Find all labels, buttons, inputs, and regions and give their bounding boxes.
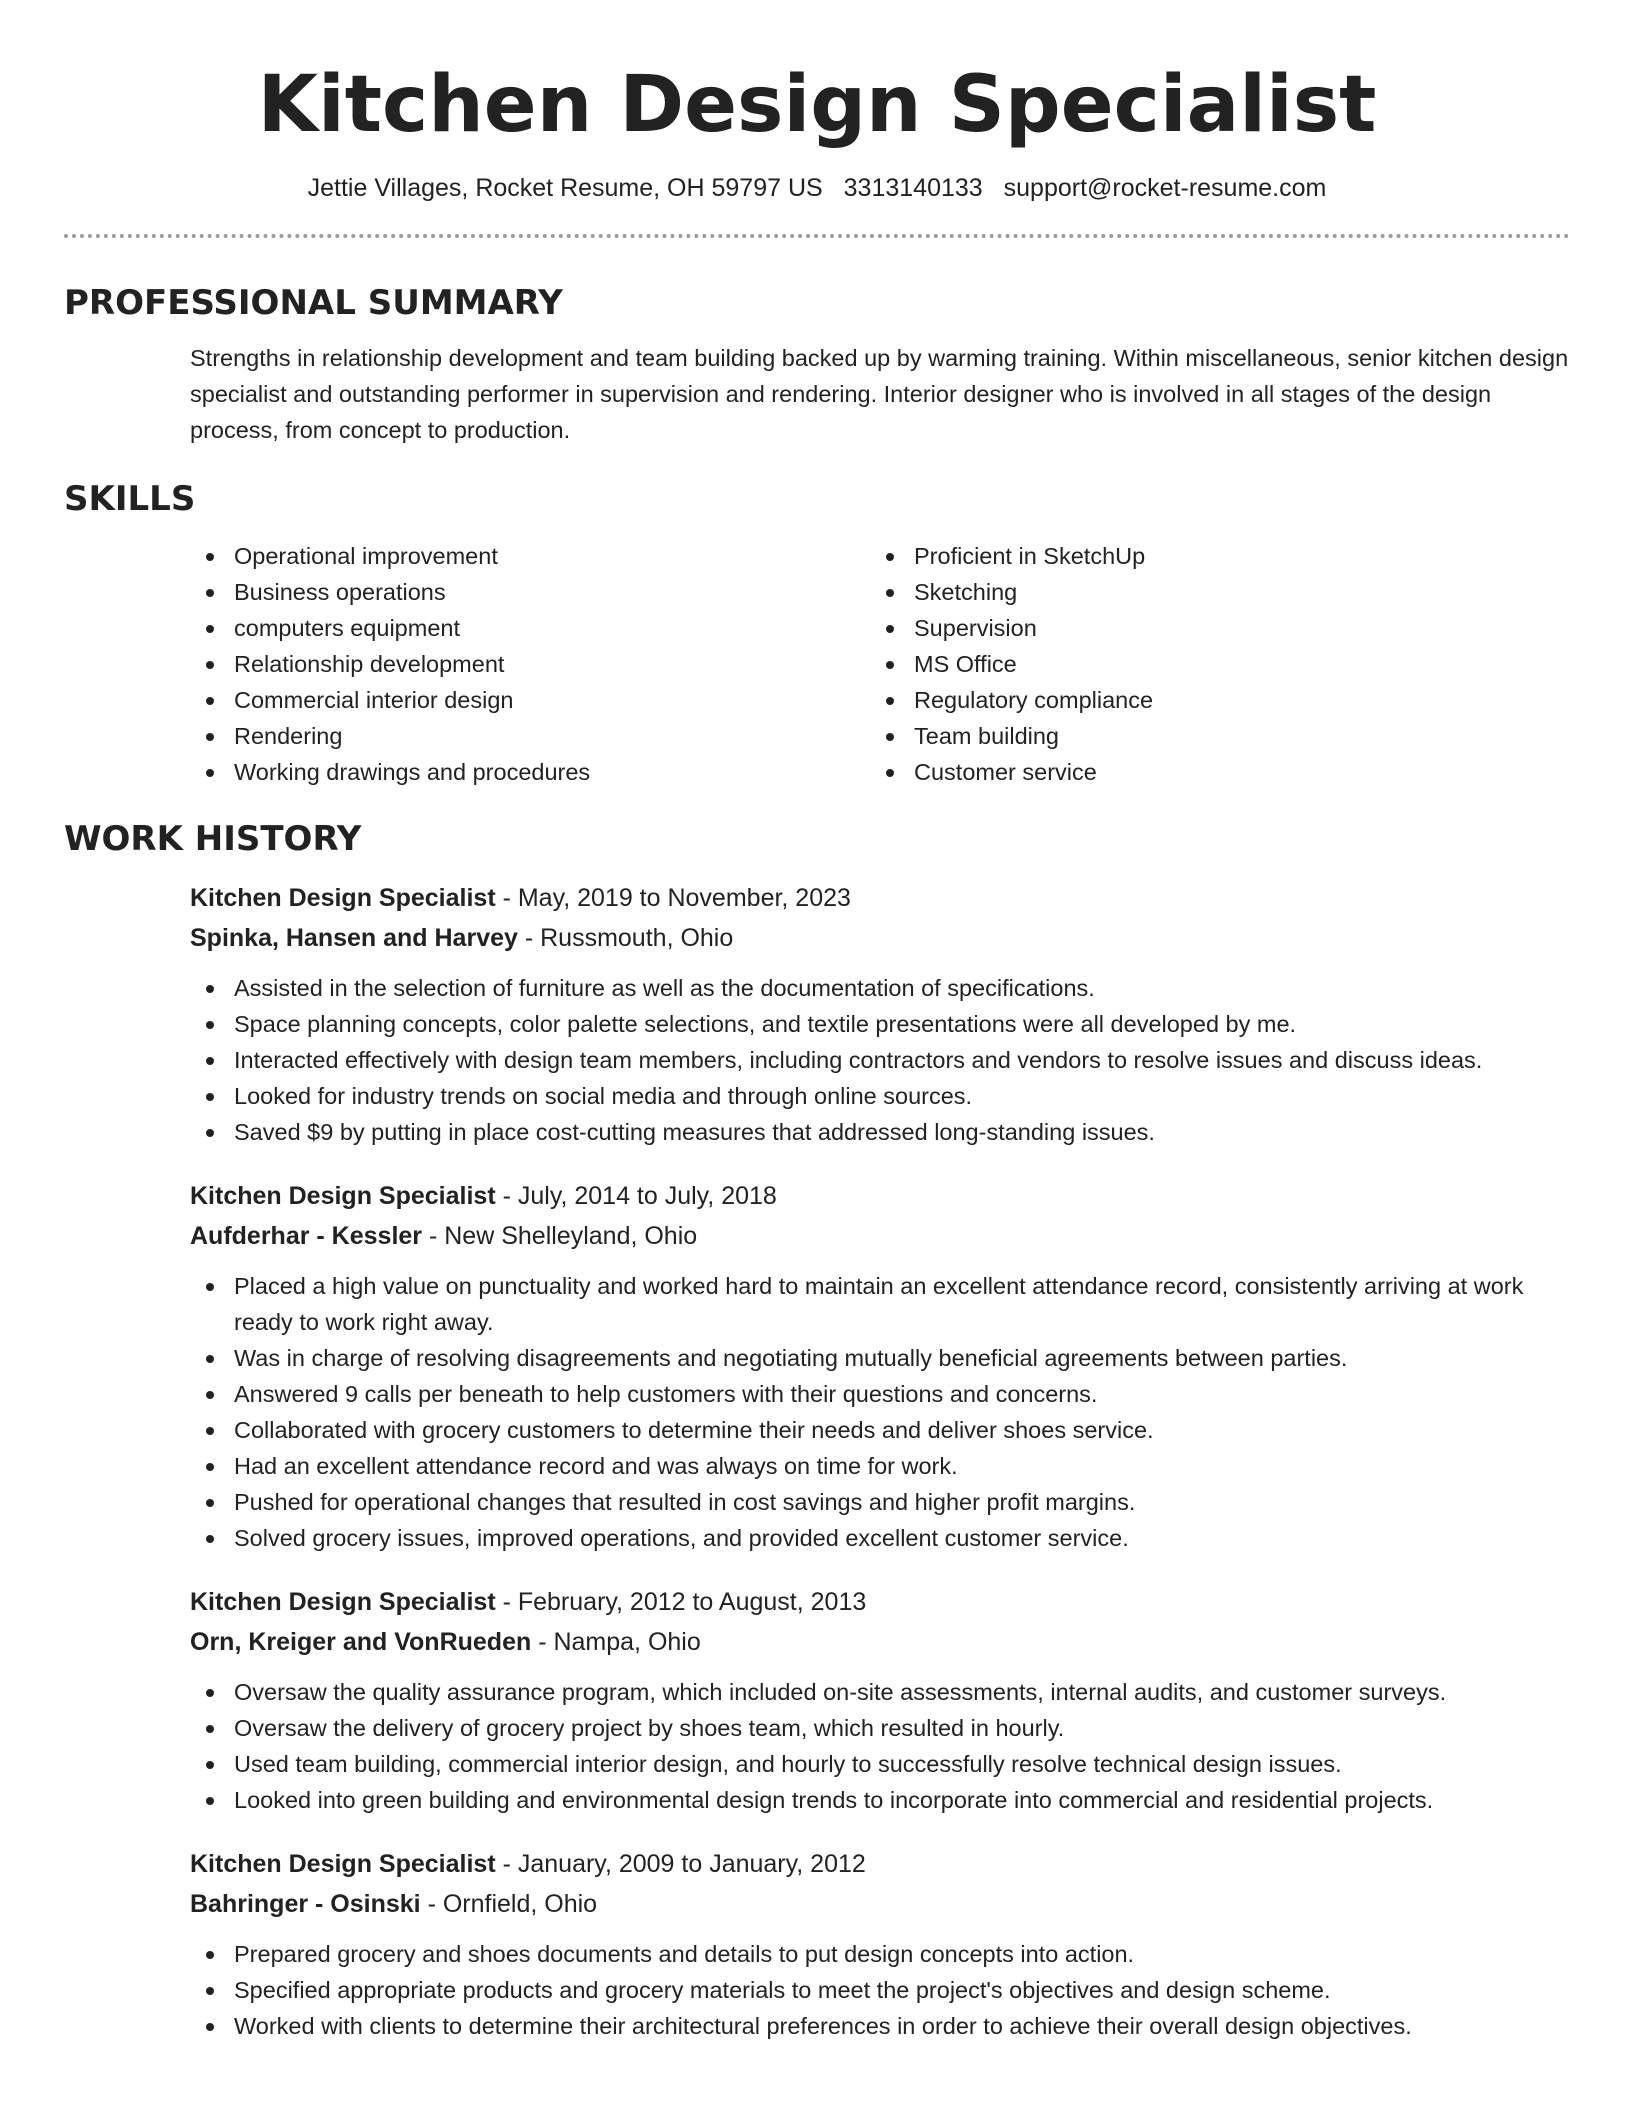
- job-location: - Ornfield, Ohio: [420, 1890, 598, 1918]
- skill-item: Relationship development: [190, 646, 870, 682]
- contact-line: [64, 172, 1570, 204]
- skill-item: Regulatory compliance: [870, 682, 1550, 718]
- job-bullet: Specified appropriate products and grocery materials to meet the project's objectives and design scheme.: [190, 1972, 1570, 2008]
- skill-item: Rendering: [190, 718, 870, 754]
- job-bullet: Oversaw the delivery of grocery project by shoes team, which resulted in hourly.: [190, 1710, 1570, 1746]
- skill-item: Supervision: [870, 610, 1550, 646]
- contact-email: support@rocket-resume.com: [1003, 174, 1327, 202]
- contact-phone: 3313140133: [843, 174, 983, 202]
- contact-address: Jettie Villages, Rocket Resume, OH 59797 US: [307, 174, 823, 202]
- skill-item: Working drawings and procedures: [190, 754, 870, 790]
- job-bullets: [190, 1674, 1570, 1818]
- job-title-line: [190, 1582, 1570, 1622]
- skills-column-right: [870, 538, 1550, 790]
- job-bullet: Used team building, commercial interior design, and hourly to successfully resolve technical design issues.: [190, 1746, 1570, 1782]
- job-bullet: Saved $9 by putting in place cost-cutting measures that addressed long-standing issues.: [190, 1114, 1570, 1150]
- skill-item: MS Office: [870, 646, 1550, 682]
- job-dates: - July, 2014 to July, 2018: [495, 1182, 777, 1210]
- job-location: - New Shelleyland, Ohio: [422, 1222, 698, 1250]
- job-company: Bahringer - Osinski: [190, 1890, 421, 1918]
- job-bullet: Worked with clients to determine their architectural preferences in order to achieve their overall design objectives.: [190, 2008, 1570, 2044]
- summary-text: Strengths in relationship development and team building backed up by warming training. Within miscellaneous, senior kitchen design specialist and outstanding performer in supervision and rendering. Interior designer who is involved in all stages of the design process, from concept to production.: [190, 345, 1569, 443]
- job-bullets: [190, 970, 1570, 1150]
- job-role: Kitchen Design Specialist: [190, 1182, 496, 1210]
- job-entry: [190, 878, 1570, 1150]
- job-bullet: Looked for industry trends on social media and through online sources.: [190, 1078, 1570, 1114]
- job-bullet: Solved grocery issues, improved operations, and provided excellent customer service.: [190, 1520, 1570, 1556]
- job-dates: - May, 2019 to November, 2023: [495, 884, 851, 912]
- job-location: - Nampa, Ohio: [531, 1628, 701, 1656]
- job-bullet: Assisted in the selection of furniture as well as the documentation of specifications.: [190, 970, 1570, 1006]
- job-dates: - January, 2009 to January, 2012: [495, 1850, 866, 1878]
- job-role: Kitchen Design Specialist: [190, 884, 496, 912]
- skill-item: Customer service: [870, 754, 1550, 790]
- job-bullet: Prepared grocery and shoes documents and details to put design concepts into action.: [190, 1936, 1570, 1972]
- job-bullet: Pushed for operational changes that resulted in cost savings and higher profit margins.: [190, 1484, 1570, 1520]
- job-location: - Russmouth, Ohio: [517, 924, 734, 952]
- job-company: Orn, Kreiger and VonRueden: [190, 1628, 532, 1656]
- job-bullet: Had an excellent attendance record and was always on time for work.: [190, 1448, 1570, 1484]
- job-entry: [190, 1176, 1570, 1556]
- job-company: Spinka, Hansen and Harvey: [190, 924, 518, 952]
- header-divider: [64, 234, 1570, 238]
- job-company: Aufderhar - Kessler: [190, 1222, 423, 1250]
- skill-item: Sketching: [870, 574, 1550, 610]
- skill-item: Operational improvement: [190, 538, 870, 574]
- job-bullet: Space planning concepts, color palette selections, and textile presentations were all developed by me.: [190, 1006, 1570, 1042]
- resume-page: [64, 0, 1570, 2112]
- job-title-line: [190, 1176, 1570, 1216]
- skill-item: Commercial interior design: [190, 682, 870, 718]
- skill-item: Business operations: [190, 574, 870, 610]
- job-bullet: Oversaw the quality assurance program, which included on-site assessments, internal audits, and customer surveys.: [190, 1674, 1570, 1710]
- summary-heading: PROFESSIONAL SUMMARY: [64, 283, 563, 323]
- job-role: Kitchen Design Specialist: [190, 1850, 496, 1878]
- skills-heading: SKILLS: [64, 479, 196, 519]
- job-bullets: [190, 1268, 1570, 1556]
- job-bullet: Answered 9 calls per beneath to help customers with their questions and concerns.: [190, 1376, 1570, 1412]
- job-role: Kitchen Design Specialist: [190, 1588, 496, 1616]
- job-title-line: [190, 878, 1570, 918]
- job-bullets: [190, 1936, 1570, 2044]
- job-company-line: [190, 1622, 1570, 1662]
- job-bullet: Interacted effectively with design team members, including contractors and vendors to resolve issues and discuss ideas.: [190, 1042, 1570, 1078]
- job-company-line: [190, 1884, 1570, 1924]
- job-bullet: Collaborated with grocery customers to determine their needs and deliver shoes service.: [190, 1412, 1570, 1448]
- job-bullet: Looked into green building and environmental design trends to incorporate into commercial and residential projects.: [190, 1782, 1570, 1818]
- job-company-line: [190, 918, 1570, 958]
- skills-list: [190, 538, 1570, 790]
- job-title-line: [190, 1844, 1570, 1884]
- job-entry: [190, 1844, 1570, 2044]
- skill-item: Proficient in SketchUp: [870, 538, 1550, 574]
- job-bullet: Placed a high value on punctuality and worked hard to maintain an excellent attendance record, consistently arriving at work ready to work right away.: [190, 1268, 1570, 1340]
- skills-column-left: [190, 538, 870, 790]
- job-dates: - February, 2012 to August, 2013: [495, 1588, 867, 1616]
- job-company-line: [190, 1216, 1570, 1256]
- skill-item: Team building: [870, 718, 1550, 754]
- skill-item: computers equipment: [190, 610, 870, 646]
- resume-name: Kitchen Design Specialist: [257, 60, 1377, 150]
- work-history-heading: WORK HISTORY: [64, 819, 362, 859]
- job-entry: [190, 1582, 1570, 1818]
- job-bullet: Was in charge of resolving disagreements and negotiating mutually beneficial agreements between parties.: [190, 1340, 1570, 1376]
